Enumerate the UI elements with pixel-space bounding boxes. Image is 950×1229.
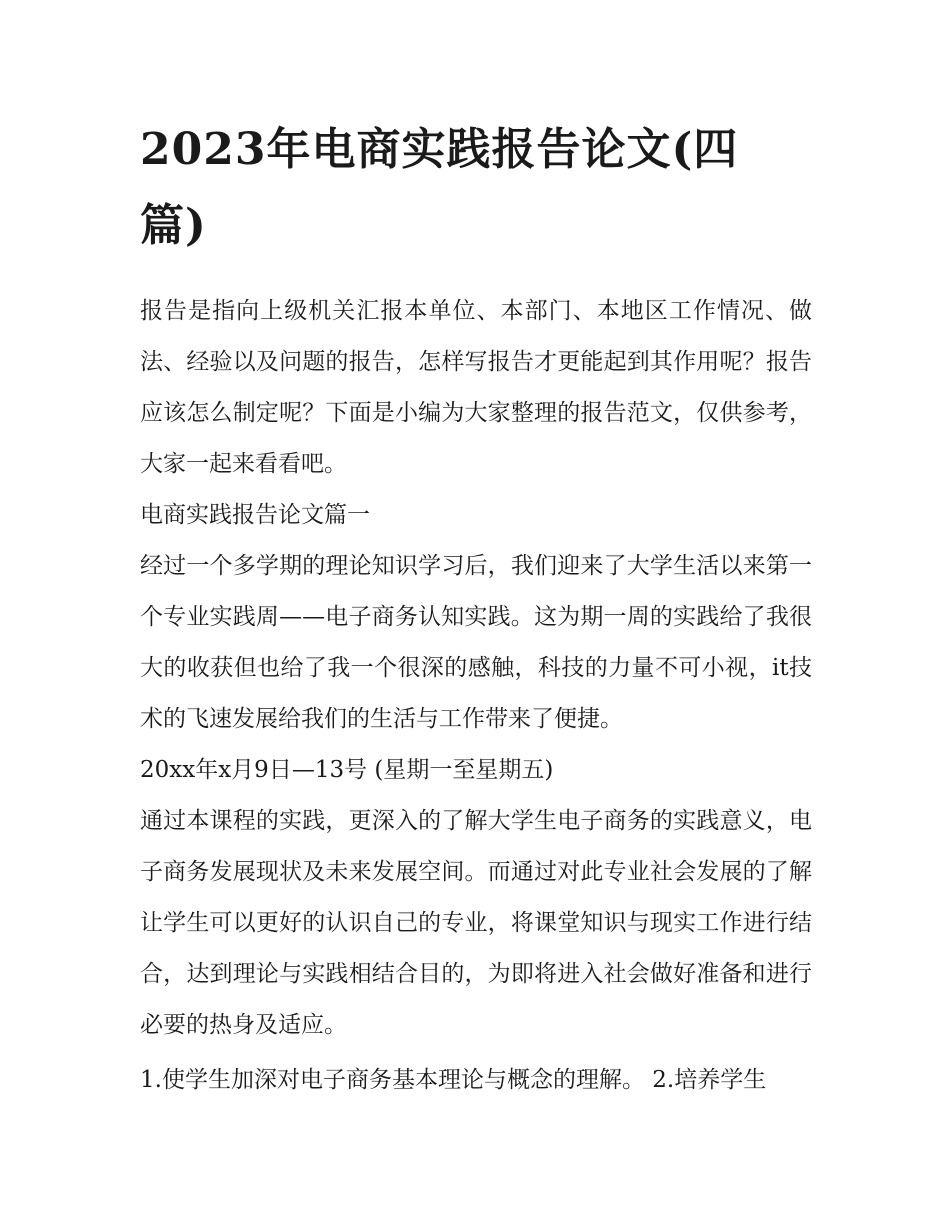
intro-paragraph: 报告是指向上级机关汇报本单位、本部门、本地区工作情况、做法、经验以及问题的报告，怎样写报告才更能起到其作用呢？报告应该怎么制定呢？下面是小编为大家整理的报告范文，仅供参考，大家一起来看看吧。 — [140, 298, 812, 477]
date-line: 20xx年x月9日—13号 (星期一至星期五) — [140, 757, 554, 783]
section-heading: 电商实践报告论文篇一 — [140, 502, 370, 528]
document-title: 2023年电商实践报告论文(四篇) — [140, 124, 739, 251]
body-paragraph: 通过本课程的实践，更深入的了解大学生电子商务的实践意义，电子商务发展现状及未来发展空间。而通过对此专业社会发展的了解让学生可以更好的认识自己的专业，将课堂知识与现实工作进行结合，达到理论与实践相结合目的，为即将进入社会做好准备和进行必要的热身及适应。 — [140, 808, 812, 1038]
list-item: 1.使学生加深对电子商务基本理论与概念的理解。 2.培养学生 — [140, 1067, 767, 1093]
body-paragraph: 经过一个多学期的理论知识学习后，我们迎来了大学生活以来第一个专业实践周——电子商务认知实践。这为期一周的实践给了我很大的收获但也给了我一个很深的感触，科技的力量不可小视，it技术的飞速发展给我们的生活与工作带来了便捷。 — [140, 553, 812, 732]
